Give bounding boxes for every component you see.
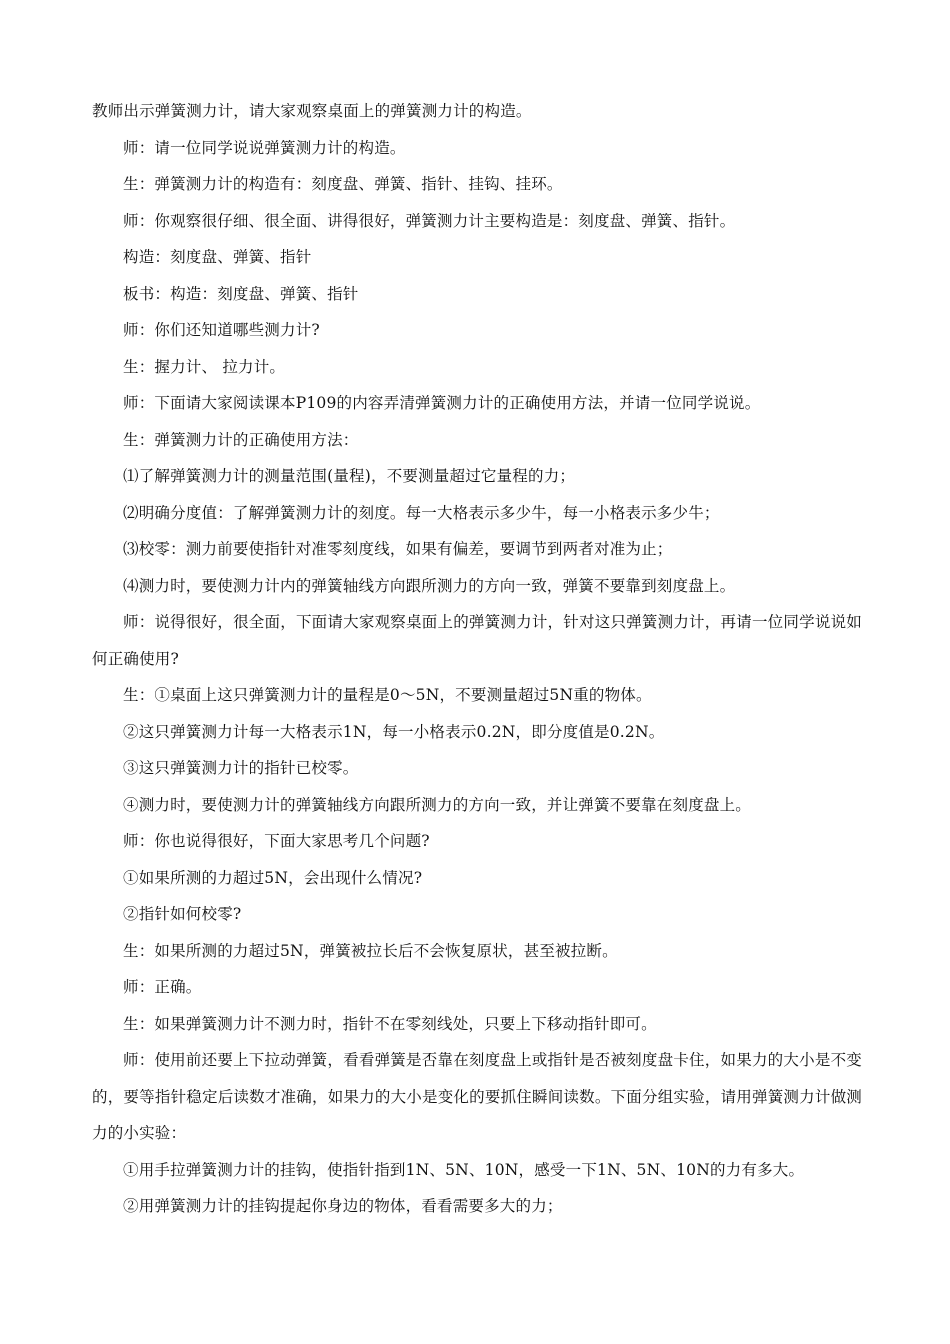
- paragraph: 生：握力计、 拉力计。: [123, 357, 286, 376]
- paragraph: ②指针如何校零?: [123, 905, 242, 923]
- paragraph: ⑴了解弹簧测力计的测量范围(量程)，不要测量超过它量程的力；: [123, 467, 576, 485]
- paragraph: 师：请一位同学说说弹簧测力计的构造。: [123, 138, 406, 157]
- paragraph: ①如果所测的力超过5N，会出现什么情况?: [123, 868, 423, 887]
- paragraph: 生：①桌面上这只弹簧测力计的量程是0～5N，不要测量超过5N重的物体。: [123, 686, 652, 704]
- paragraph: ③这只弹簧测力计的指针已校零。: [123, 759, 359, 777]
- paragraph: 生：如果弹簧测力计不测力时，指针不在零刻线处，只要上下移动指针即可。: [123, 1014, 657, 1033]
- paragraph: 生：如果所测的力超过5N，弹簧被拉长后不会恢复原状，甚至被拉断。: [123, 941, 618, 960]
- paragraph: 构造：刻度盘、弹簧、指针: [123, 248, 312, 266]
- paragraph: ②这只弹簧测力计每一大格表示1N，每一小格表示0.2N，即分度值是0.2N。: [123, 722, 665, 741]
- paragraph: ①用手拉弹簧测力计的挂钩，使指针指到1N、5N、10N，感受一下1N、5N、10N的力有多大。: [123, 1160, 805, 1179]
- paragraph: ②用弹簧测力计的挂钩提起你身边的物体，看看需要多大的力；: [123, 1197, 563, 1215]
- paragraph: 师：你也说得很好，下面大家思考几个问题?: [123, 832, 430, 850]
- paragraph: 师：使用前还要上下拉动弹簧，看看弹簧是否靠在刻度盘上或指针是否被刻度盘卡住，如果力的大小是不变的，要等指针稳定后读数才准确，如果力的大小是变化的要抓住瞬间读数。下面分组实验，请用弹簧测力计做测力的小实验：: [92, 1051, 862, 1142]
- paragraph: ⑶校零：测力前要使指针对准零刻度线，如果有偏差，要调节到两者对准为止；: [123, 540, 673, 558]
- paragraph: ④测力时，要使测力计的弹簧轴线方向跟所测力的方向一致，并让弹簧不要靠在刻度盘上。: [123, 795, 752, 814]
- paragraph: ⑷测力时，要使测力计内的弹簧轴线方向跟所测力的方向一致，弹簧不要靠到刻度盘上。: [123, 576, 736, 595]
- paragraph: 生：弹簧测力计的正确使用方法：: [123, 430, 359, 449]
- paragraph: 生：弹簧测力计的构造有：刻度盘、弹簧、指针、挂钩、挂环。: [123, 175, 563, 193]
- paragraph: ⑵明确分度值：了解弹簧测力计的刻度。每一大格表示多少牛，每一小格表示多少牛；: [123, 503, 720, 522]
- paragraph: 师：正确。: [123, 978, 202, 996]
- paragraph: 师：你们还知道哪些测力计?: [123, 321, 320, 339]
- paragraph: 教师出示弹簧测力计，请大家观察桌面上的弹簧测力计的构造。: [92, 102, 532, 120]
- paragraph: 师：说得很好，很全面，下面请大家观察桌面上的弹簧测力计，针对这只弹簧测力计，再请一位同学说说如何正确使用?: [92, 613, 862, 668]
- paragraph: 师：下面请大家阅读课本P109的内容弄清弹簧测力计的正确使用方法，并请一位同学说说。: [123, 394, 761, 412]
- paragraph: 师：你观察很仔细、很全面、讲得很好，弹簧测力计主要构造是：刻度盘、弹簧、指针。: [123, 211, 736, 230]
- paragraph: 板书：构造：刻度盘、弹簧、指针: [123, 284, 359, 303]
